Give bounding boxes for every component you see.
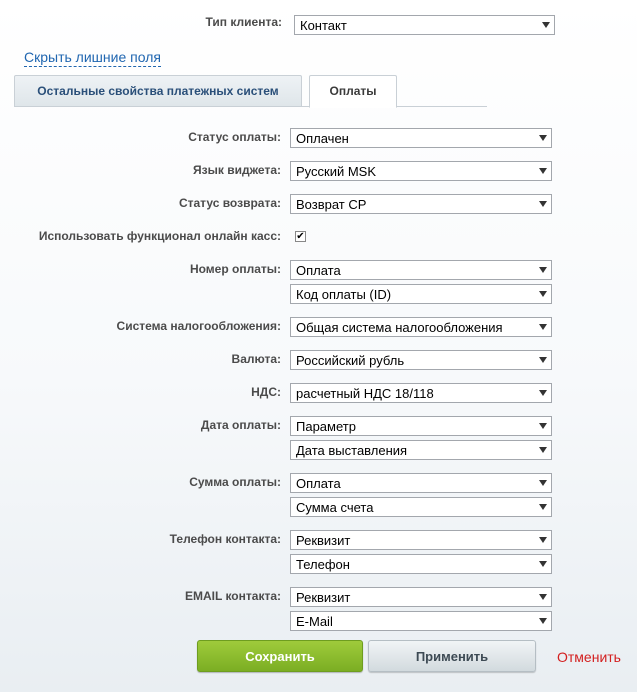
contact-phone-field-value: Телефон xyxy=(296,557,350,572)
online-cash-label: Использовать функционал онлайн касс: xyxy=(38,229,281,243)
widget-language-select[interactable] xyxy=(290,161,552,181)
contact-phone-label: Телефон контакта: xyxy=(169,532,281,546)
chevron-down-icon xyxy=(539,537,547,543)
chevron-down-icon xyxy=(539,480,547,486)
payment-sum-field-value: Сумма счета xyxy=(296,500,374,515)
contact-email-label: EMAIL контакта: xyxy=(185,589,281,603)
chevron-down-icon xyxy=(539,504,547,510)
payment-date-field-select[interactable] xyxy=(290,440,552,460)
currency-select[interactable] xyxy=(290,350,552,370)
payment-number-source-value: Оплата xyxy=(296,263,341,278)
payment-number-field-select[interactable] xyxy=(290,284,552,304)
apply-button[interactable]: Применить xyxy=(368,640,536,672)
payment-number-source-select[interactable] xyxy=(290,260,552,280)
payment-date-field-value: Дата выставления xyxy=(296,443,408,458)
contact-email-field-select[interactable] xyxy=(290,611,552,631)
client-type-value: Контакт xyxy=(300,18,347,33)
chevron-down-icon xyxy=(539,561,547,567)
payment-date-source-select[interactable] xyxy=(290,416,552,436)
chevron-down-icon xyxy=(539,423,547,429)
save-button[interactable]: Сохранить xyxy=(197,640,363,672)
hide-extra-fields-link[interactable]: Скрыть лишние поля xyxy=(24,49,161,65)
chevron-down-icon xyxy=(539,135,547,141)
tab-other-payment-properties[interactable]: Остальные свойства платежных систем xyxy=(14,75,302,107)
online-cash-checkbox[interactable] xyxy=(295,231,306,242)
tax-system-label: Система налогообложения: xyxy=(116,319,281,333)
chevron-down-icon xyxy=(539,324,547,330)
payment-date-source-value: Параметр xyxy=(296,419,356,434)
payment-status-value: Оплачен xyxy=(296,131,349,146)
checkmark-icon: ✔ xyxy=(296,231,305,242)
payment-sum-label: Сумма оплаты: xyxy=(189,475,281,489)
chevron-down-icon xyxy=(539,618,547,624)
chevron-down-icon xyxy=(539,390,547,396)
refund-status-label: Статус возврата: xyxy=(178,196,281,210)
tax-system-select[interactable] xyxy=(290,317,552,337)
currency-label: Валюта: xyxy=(231,352,281,366)
refund-status-value: Возврат СР xyxy=(296,197,367,212)
chevron-down-icon xyxy=(539,201,547,207)
payment-status-label: Статус оплаты: xyxy=(188,130,281,144)
contact-phone-field-select[interactable] xyxy=(290,554,552,574)
chevron-down-icon xyxy=(539,291,547,297)
payment-sum-field-select[interactable] xyxy=(290,497,552,517)
vat-label: НДС: xyxy=(251,385,281,399)
client-type-label: Тип клиента: xyxy=(205,15,282,29)
vat-value: расчетный НДС 18/118 xyxy=(296,386,434,401)
contact-email-field-value: E-Mail xyxy=(296,614,333,629)
contact-email-source-select[interactable] xyxy=(290,587,552,607)
chevron-down-icon xyxy=(539,168,547,174)
payment-date-label: Дата оплаты: xyxy=(200,418,281,432)
vat-select[interactable] xyxy=(290,383,552,403)
chevron-down-icon xyxy=(542,22,550,28)
contact-phone-source-select[interactable] xyxy=(290,530,552,550)
cancel-link[interactable]: Отменить xyxy=(557,649,621,665)
client-type-select[interactable] xyxy=(294,15,555,35)
currency-value: Российский рубль xyxy=(296,353,405,368)
contact-phone-source-value: Реквизит xyxy=(296,533,351,548)
chevron-down-icon xyxy=(539,267,547,273)
payment-sum-source-value: Оплата xyxy=(296,476,341,491)
widget-language-value: Русский MSK xyxy=(296,164,377,179)
refund-status-select[interactable] xyxy=(290,194,552,214)
chevron-down-icon xyxy=(539,447,547,453)
contact-email-source-value: Реквизит xyxy=(296,590,351,605)
payment-number-field-value: Код оплаты (ID) xyxy=(296,287,392,302)
chevron-down-icon xyxy=(539,594,547,600)
tax-system-value: Общая система налогообложения xyxy=(296,320,503,335)
payment-sum-source-select[interactable] xyxy=(290,473,552,493)
payment-status-select[interactable] xyxy=(290,128,552,148)
payment-number-label: Номер оплаты: xyxy=(189,262,281,276)
chevron-down-icon xyxy=(539,357,547,363)
widget-language-label: Язык виджета: xyxy=(193,163,281,177)
tab-payments[interactable]: Оплаты xyxy=(309,75,397,108)
